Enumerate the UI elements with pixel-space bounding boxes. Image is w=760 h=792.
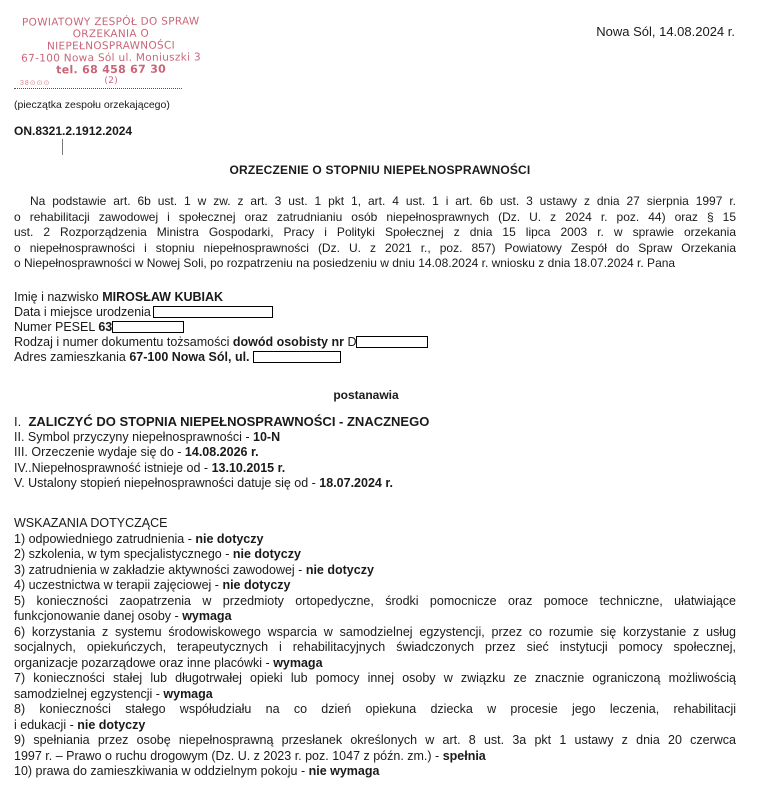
office-stamp	[12, 15, 210, 86]
indication-item	[14, 578, 736, 594]
redaction-box	[153, 306, 273, 318]
indication-item	[14, 563, 736, 579]
document-title: ORZECZENIE O STOPNIU NIEPEŁNOSPRAWNOŚCI	[229, 163, 531, 177]
decision-number: I.	[14, 414, 22, 429]
decision-list	[14, 414, 736, 492]
postanawia-heading: postanawia	[333, 388, 399, 402]
stamp-code: 38⊙⊙⊙	[20, 80, 51, 87]
stamp-line: 67-100 Nowa Sól ul. Moniuszki 3	[21, 51, 201, 65]
intro-line: o niepełnosprawności i stopniu niepełnosprawności (Dz. U. z 2021 r., poz. 857) Powiatowy Zespół do Spraw Orzekania	[14, 240, 736, 255]
addr-value: 67-100 Nowa Sól, ul.	[129, 350, 250, 364]
decision-text: IV..Niepełnosprawność istnieje od -	[14, 460, 209, 475]
decision-text: ZALICZYĆ DO STOPNIA NIEPEŁNOSPRAWNOŚCI - ZNACZNEGO	[28, 414, 430, 429]
stamp-line: tel. 68 458 67 30	[56, 62, 167, 77]
redaction-box	[253, 351, 341, 363]
stamp-line: (2)	[104, 75, 119, 87]
signature-dotted-line	[14, 88, 182, 89]
indication-text: i edukacji -	[14, 717, 74, 732]
indication-text: 6) korzystania z systemu środowiskowego wsparcia w samodzielnej egzystencji, przez co rozumie się korzystanie z usług	[14, 624, 736, 639]
intro-paragraph	[14, 194, 736, 272]
indication-text: 4) uczestnictwa w terapii zajęciowej -	[14, 578, 219, 592]
indication-item	[14, 702, 736, 733]
indication-item	[14, 671, 736, 702]
indication-value: nie dotyczy	[195, 531, 264, 546]
indication-text: organizacje pozarządowe oraz inne placówki -	[14, 655, 270, 670]
indication-value: wymaga	[182, 609, 232, 623]
intro-line: o rehabilitacji zawodowej i społecznej oraz zatrudnianiu osób niepełnosprawnych (Dz. U. z 2024 r. poz. 44) oraz § 15	[14, 209, 736, 224]
indication-text: 1997 r. – Prawo o ruchu drogowym (Dz. U. z 2023 r. poz. 1047 z późn. zm.) -	[14, 748, 440, 763]
indication-value: nie dotyczy	[222, 578, 291, 592]
intro-line: Na podstawie art. 6b ust. 1 w zw. z art. 3 ust. 1 pkt 1, art. 4 ust. 1 i art. 6b ust. 3 ustawy z dnia 27 sierpnia 1997 r.	[30, 194, 736, 208]
address-row	[14, 350, 428, 365]
indication-value: nie wymaga	[308, 764, 380, 778]
doc-prefix: D	[347, 335, 357, 349]
indication-item	[14, 625, 736, 672]
indication-value: wymaga	[273, 655, 323, 670]
indication-text: 7) konieczności stałej lub długotrwałej opieki lub pomocy innej osoby w związku ze znacznie ograniczoną możliwością	[14, 671, 736, 685]
reference-number: ON.8321.2.1912.2024	[14, 124, 133, 138]
indication-text: 5) konieczności zaopatrzenia w przedmioty ortopedyczne, środki pomocnicze oraz pomoce techniczne, ułatwiające	[14, 593, 736, 608]
indication-value: nie dotyczy	[77, 717, 146, 732]
doc-label: Rodzaj i numer dokumentu tożsamości	[14, 335, 230, 349]
intro-line: o Niepełnosprawności w Nowej Soli, po rozpatrzeniu na posiedzeniu w dniu 14.08.2024 r. wniosku z dnia 18.07.2024 r. Pana	[14, 256, 676, 270]
redaction-box	[112, 321, 184, 333]
indication-value: nie dotyczy	[305, 562, 374, 577]
doc-value: dowód osobisty nr	[232, 335, 344, 349]
indication-item	[14, 733, 736, 764]
birth-label: Data i miejsce urodzenia	[14, 305, 151, 319]
indication-value: spełnia	[442, 748, 486, 763]
decision-item	[14, 476, 736, 492]
indication-item	[14, 532, 736, 548]
indication-item	[14, 594, 736, 625]
decision-item	[14, 430, 736, 446]
stamp-line: POWIATOWY ZESPÓŁ DO SPRAW	[21, 15, 200, 29]
indication-text: socjalnych, opiekuńczych, terapeutycznych i rehabilitacyjnych świadczonych przez sieć instytucji pomocy społecznej,	[14, 640, 736, 654]
decision-value: 10-N	[253, 429, 281, 444]
indication-text: 2) szkolenia, w tym specjalistycznego -	[14, 547, 230, 561]
stamp-caption: (pieczątka zespołu orzekającego)	[14, 99, 170, 111]
addr-label: Adres zamieszkania	[14, 350, 126, 364]
indication-item	[14, 764, 736, 780]
indication-text: funkcjonowanie danej osoby -	[14, 609, 179, 623]
indication-text: 1) odpowiedniego zatrudnienia -	[14, 531, 192, 546]
indication-value: nie dotyczy	[232, 547, 301, 561]
birth-row	[14, 305, 428, 320]
stamp-line: ORZEKANIA O NIEPEŁNOSPRAWNOŚCI	[46, 27, 176, 53]
name-value: MIROSŁAW KUBIAK	[102, 290, 224, 304]
indication-text: 3) zatrudnienia w zakładzie aktywności zawodowej -	[14, 562, 303, 577]
indication-text: 8) konieczności stałego współudziału na co dzień opiekuna dziecka w procesie jego leczenia, rehabilitacji	[14, 702, 736, 716]
decision-value: 14.08.2026 r.	[184, 445, 259, 459]
indications-heading: WSKAZANIA DOTYCZĄCE	[14, 516, 168, 530]
pesel-value: 63	[98, 320, 113, 334]
decision-item	[14, 445, 736, 461]
pesel-row	[14, 320, 428, 335]
indications-list	[14, 516, 736, 780]
decision-text: III. Orzeczenie wydaje się do -	[14, 445, 182, 459]
decision-value: 18.07.2024 r.	[319, 476, 393, 490]
indication-value: wymaga	[163, 686, 213, 701]
decision-text: V. Ustalony stopień niepełnosprawności datuje się od -	[14, 476, 316, 490]
name-row	[14, 290, 428, 305]
indication-text: 10) prawa do zamieszkiwania w oddzielnym pokoju -	[14, 764, 306, 778]
indication-text: 9) spełniania przez osobę niepełnosprawną przesłanek określonych w art. 8 ust. 3a pkt 1 ustawy z dnia 20 czerwca	[14, 733, 736, 747]
decision-item	[14, 461, 736, 477]
scan-mark	[62, 139, 63, 155]
decision-text: II. Symbol przyczyny niepełnosprawności -	[14, 429, 250, 444]
pesel-label: Numer PESEL	[14, 320, 95, 334]
document-row	[14, 335, 428, 350]
indication-text: samodzielnej egzystencji -	[14, 686, 160, 701]
intro-line: ust. 2 Rozporządzenia Ministra Gospodarki, Pracy i Polityki Społecznej z dnia 15 lipca 2003 r. w sprawie orzekania	[14, 225, 736, 239]
decision-item	[14, 414, 736, 430]
redaction-box	[356, 336, 428, 348]
decision-value: 13.10.2015 r.	[211, 460, 286, 475]
place-date: Nowa Sól, 14.08.2024 r.	[596, 24, 735, 39]
name-label: Imię i nazwisko	[14, 290, 99, 304]
indication-item	[14, 547, 736, 563]
personal-data	[14, 290, 428, 365]
